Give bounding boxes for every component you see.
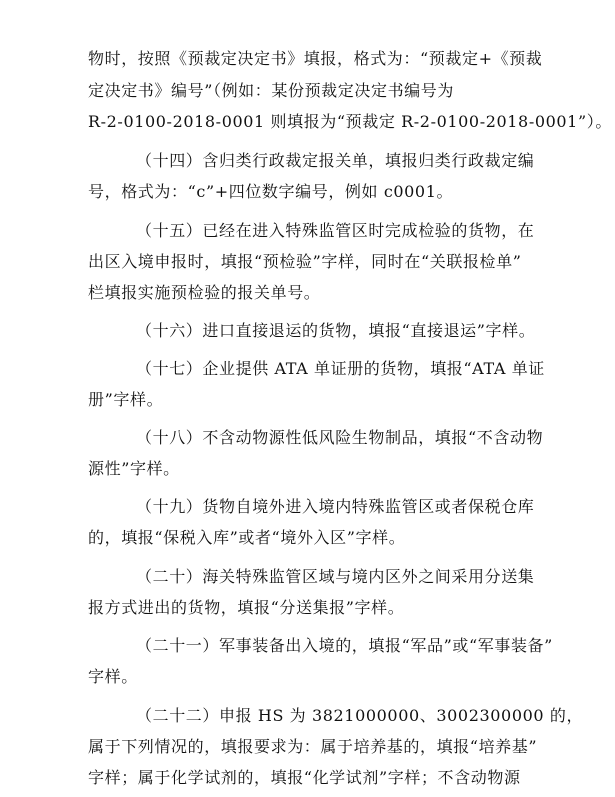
paragraph-line: R-2-0100-2018-0001 则填报为“预裁定 R-2-0100-2018-0001”）。 <box>88 112 612 131</box>
paragraph-line: 栏填报实施预检验的报关单号。 <box>88 283 321 302</box>
paragraph-line: （二十二）申报 HS 为 3821000000、3002300000 的， <box>136 706 584 725</box>
paragraph-line: 物时，按照《预裁定决定书》填报，格式为：“预裁定+《预裁 <box>88 49 543 68</box>
paragraph-line: （十七）企业提供 ATA 单证册的货物，填报“ATA 单证 <box>136 359 545 378</box>
paragraph-line: （十四）含归类行政裁定报关单，填报归类行政裁定编 <box>136 151 535 170</box>
paragraph-line: （二十）海关特殊监管区域与境内区外之间采用分送集 <box>136 567 535 586</box>
paragraph-line: 号，格式为：“c”+四位数字编号，例如 c0001。 <box>88 182 454 201</box>
paragraph-line: 定决定书》编号”（例如：某份预裁定决定书编号为 <box>88 81 454 100</box>
paragraph-line: （十八）不含动物源性低风险生物制品，填报“不含动物 <box>136 428 544 447</box>
paragraph-line: （十九）货物自境外进入境内特殊监管区或者保税仓库 <box>136 497 535 516</box>
paragraph-line: （十五）已经在进入特殊监管区时完成检验的货物，在 <box>136 221 535 240</box>
paragraph-line: （十六）进口直接退运的货物，填报“直接退运”字样。 <box>136 321 536 340</box>
paragraph-line: 字样。 <box>88 667 138 686</box>
paragraph-line: 出区入境申报时，填报“预检验”字样，同时在“关联报检单” <box>88 252 522 271</box>
paragraph-line: 属于下列情况的，填报要求为：属于培养基的，填报“培养基” <box>88 737 538 756</box>
paragraph-line: （二十一）军事装备出入境的，填报“军品”或“军事装备” <box>136 636 553 655</box>
paragraph-line: 报方式进出的货物，填报“分送集报”字样。 <box>88 598 405 617</box>
paragraph-line: 字样；属于化学试剂的，填报“化学试剂”字样；不含动物源 <box>88 768 521 787</box>
paragraph-line: 册”字样。 <box>88 390 164 409</box>
paragraph-line: 的，填报“保税入库”或者“境外入区”字样。 <box>88 528 406 547</box>
paragraph-line: 源性”字样。 <box>88 459 180 478</box>
